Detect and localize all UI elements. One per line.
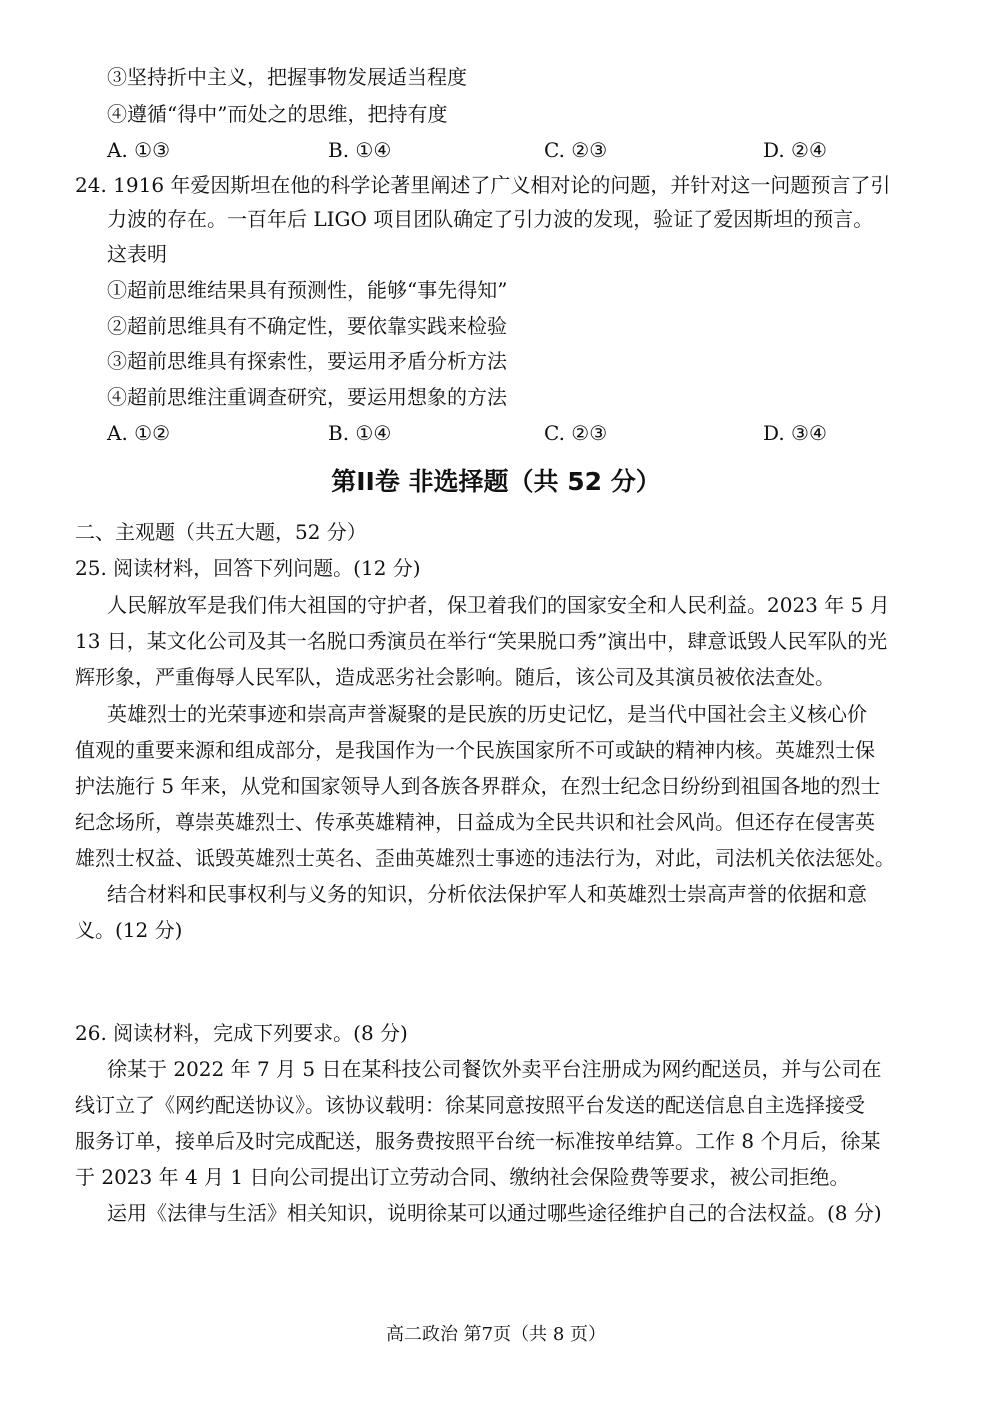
q24-stem-line-1: 24. 1916 年爱因斯坦在他的科学论著里阐述了广义相对论的问题，并针对这一问题预言了引 (75, 173, 891, 197)
q25-para1-line-1: 人民解放军是我们伟大祖国的守护者，保卫着我们的国家安全和人民利益。2023 年 5 月 (107, 593, 890, 617)
q26-para-line-3: 服务订单，接单后及时完成配送，服务费按照平台统一标准按单结算。工作 8 个月后，徐某 (75, 1129, 881, 1153)
q23-option-c: C. ②③ (544, 138, 608, 162)
q25-question-line-2: 义。(12 分) (75, 918, 183, 942)
q25-para2-line-3: 护法施行 5 年来，从党和国家领导人到各族各界群众，在烈士纪念日纷纷到祖国各地的烈士 (75, 774, 881, 798)
q26-para-line-4: 于 2023 年 4 月 1 日向公司提出订立劳动合同、缴纳社会保险费等要求，被公司拒绝。 (75, 1165, 850, 1189)
q25-para2-line-4: 纪念场所，尊崇英雄烈士、传承英雄精神，日益成为全民共识和社会风尚。但还存在侵害英 (75, 810, 875, 834)
q25-para1-line-3: 辉形象，严重侮辱人民军队，造成恶劣社会影响。随后，该公司及其演员被依法查处。 (75, 665, 835, 689)
q23-item-4: ④遵循“得中”而处之的思维，把持有度 (107, 102, 448, 126)
q25-heading: 25. 阅读材料，回答下列问题。(12 分) (75, 556, 421, 580)
q24-stem-line-2: 力波的存在。一百年后 LIGO 项目团队确定了引力波的发现，验证了爱因斯坦的预言。 (107, 207, 874, 231)
q25-para2-line-5: 雄烈士权益、诋毁英雄烈士英名、歪曲英雄烈士事迹的违法行为，对此，司法机关依法惩处。 (75, 846, 895, 870)
q24-option-d: D. ③④ (763, 421, 827, 445)
q24-option-a: A. ①② (107, 421, 171, 445)
q24-option-b: B. ①④ (328, 421, 392, 445)
q23-option-b: B. ①④ (328, 138, 392, 162)
q24-item-2: ②超前思维具有不确定性，要依靠实践来检验 (107, 314, 507, 338)
q26-para-line-2: 线订立了《网约配送协议》。该协议载明：徐某同意按照平台发送的配送信息自主选择接受 (75, 1093, 865, 1117)
q24-option-c: C. ②③ (544, 421, 608, 445)
q24-item-1: ①超前思维结果具有预测性，能够“事先得知” (107, 278, 508, 302)
q24-item-4: ④超前思维注重调查研究，要运用想象的方法 (107, 385, 507, 409)
q24-stem-line-3: 这表明 (107, 242, 167, 266)
part2-title: 第II卷 非选择题（共 52 分） (331, 467, 661, 496)
q25-question-line-1: 结合材料和民事权利与义务的知识，分析依法保护军人和英雄烈士崇高声誉的依据和意 (107, 882, 867, 906)
q25-para2-line-1: 英雄烈士的光荣事迹和崇高声誉凝聚的是民族的历史记忆，是当代中国社会主义核心价 (107, 702, 867, 726)
q26-question: 运用《法律与生活》相关知识，说明徐某可以通过哪些途径维护自己的合法权益。(8 分) (107, 1201, 882, 1225)
q23-item-3: ③坚持折中主义，把握事物发展适当程度 (107, 65, 467, 89)
q25-para2-line-2: 值观的重要来源和组成部分，是我国作为一个民族国家所不可或缺的精神内核。英雄烈士保 (75, 738, 875, 762)
part2-subtitle: 二、主观题（共五大题，52 分） (75, 520, 367, 544)
q23-option-d: D. ②④ (763, 138, 827, 162)
q24-item-3: ③超前思维具有探索性，要运用矛盾分析方法 (107, 349, 507, 373)
q23-option-a: A. ①③ (107, 138, 171, 162)
q26-heading: 26. 阅读材料，完成下列要求。(8 分) (75, 1021, 408, 1045)
page-footer: 高二政治 第7页（共 8 页） (385, 1324, 607, 1345)
q26-para-line-1: 徐某于 2022 年 7 月 5 日在某科技公司餐饮外卖平台注册成为网约配送员，并与公司在 (107, 1057, 882, 1081)
q25-para1-line-2: 13 日，某文化公司及其一名脱口秀演员在举行“笑果脱口秀”演出中，肆意诋毁人民军队的光 (75, 629, 888, 653)
